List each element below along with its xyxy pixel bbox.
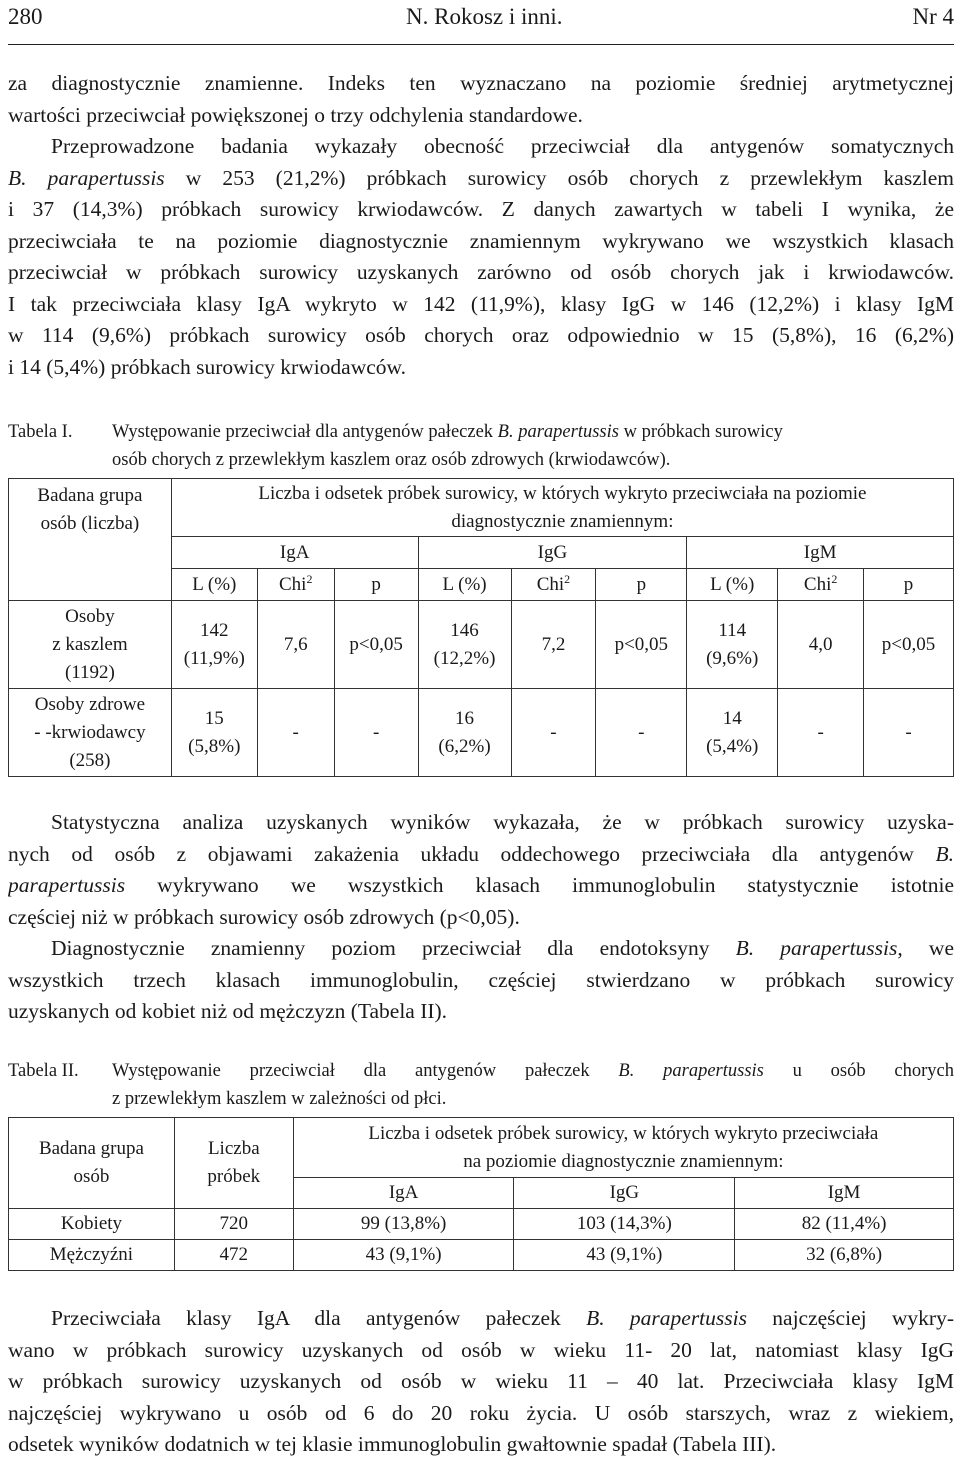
species-name: B. parapertussis xyxy=(618,1061,764,1081)
text-line: w próbkach surowicy uzyskanych od osób w wieku 11 – 40 lat. Przeciwciała klasy IgM xyxy=(8,1369,954,1393)
cell-igm: 82 (11,4%) xyxy=(735,1209,954,1240)
cell-igg: 103 (14,3%) xyxy=(514,1209,735,1240)
header-text: Liczba xyxy=(207,1138,260,1159)
cell-text: (1192) xyxy=(64,661,115,683)
cell-text: (6,2%) xyxy=(438,735,491,757)
cell-igg-chi: - xyxy=(511,689,596,777)
header-text: Badana grupa xyxy=(37,485,143,506)
table-row xyxy=(9,1240,954,1271)
cell-text: 15 xyxy=(204,707,224,729)
header-class: IgM xyxy=(687,537,954,569)
cell-text: 142 xyxy=(200,619,229,641)
caption-line xyxy=(112,418,954,446)
row-group: Mężczyźni xyxy=(9,1240,175,1271)
header-text: diagnostycznie znamiennym: xyxy=(451,510,674,532)
cell-igm-p: - xyxy=(864,689,954,777)
cell-text: 16 xyxy=(455,707,475,729)
caption-line xyxy=(112,1057,954,1085)
header-group xyxy=(9,1118,175,1209)
subheader-chi xyxy=(778,569,864,601)
table-label: Tabela II. xyxy=(8,1061,79,1081)
species-name: B. parapertussis xyxy=(497,422,619,442)
text-line xyxy=(8,839,954,871)
paragraph-continuation xyxy=(8,68,954,131)
text-line: za diagnostycznie znamienne. Indeks ten wyznaczano na poziomie średniej arytmetycznej xyxy=(8,71,954,95)
cell-text: Osoby zdrowe xyxy=(34,693,146,715)
table-2 xyxy=(8,1117,954,1271)
cell-iga: 99 (13,8%) xyxy=(293,1209,514,1240)
text-line: częściej niż w próbkach surowicy osób zdrowych (p<0,05). xyxy=(8,904,520,929)
text-line: przeciwciał w próbkach surowicy uzyskanych zarówno od osób chorych jak i krwiodawców. xyxy=(8,260,954,284)
caption-text xyxy=(112,1057,954,1113)
cell-iga-p: - xyxy=(334,689,418,777)
cell-iga-p: p<0,05 xyxy=(334,601,418,689)
subheader-l: L (%) xyxy=(418,569,511,601)
cell-igm-p: p<0,05 xyxy=(864,601,954,689)
subheader-chi xyxy=(257,569,334,601)
paragraph-analysis xyxy=(8,807,954,933)
cell-igg-chi: 7,2 xyxy=(511,601,596,689)
text-line: i 37 (14,3%) próbkach surowicy krwiodawców. Z danych zawartych w tabeli I wynika, że xyxy=(8,197,954,221)
cell-iga-l xyxy=(171,601,257,689)
header-class: IgM xyxy=(735,1178,954,1209)
superscript: 2 xyxy=(564,571,571,586)
species-name: B. parapertussis xyxy=(735,936,898,960)
cell-count: 720 xyxy=(174,1209,293,1240)
row-group xyxy=(9,689,172,777)
text-span: Występowanie przeciwciał dla antygenów pałeczek xyxy=(112,422,498,442)
header-class: IgG xyxy=(418,537,687,569)
table-1 xyxy=(8,478,954,777)
caption-line: osób chorych z przewlekłym kaszlem oraz osób zdrowych (krwiodawców). xyxy=(112,450,671,470)
text-span: Diagnostycznie znamienny poziom przeciwciał dla endotoksyny xyxy=(51,936,736,960)
cell-igm: 32 (6,8%) xyxy=(735,1240,954,1271)
header-text: Badana grupa xyxy=(38,1138,144,1159)
text-line: Statystyczna analiza uzyskanych wyników wykazała, że w próbkach surowicy uzyska- xyxy=(51,810,954,834)
text-span: w 253 (21,2%) próbkach surowicy osób chorych z przewlekłym kaszlem xyxy=(164,165,954,190)
header-text: na poziomie diagnostycznie znamiennym: xyxy=(463,1150,784,1172)
superscript: 2 xyxy=(306,571,313,586)
cell-text: (12,2%) xyxy=(433,647,496,669)
cell-igm-chi: - xyxy=(778,689,864,777)
header-text: próbek xyxy=(207,1166,261,1187)
text-line xyxy=(8,1303,954,1335)
paragraph-age xyxy=(8,1303,954,1461)
caption-text xyxy=(112,418,954,474)
text-line: wartości przeciwciał powiększonej o trzy odchylenia standardowe. xyxy=(8,102,583,127)
header-text: Liczba i odsetek próbek surowicy, w których wykryto przeciwciała xyxy=(368,1122,879,1144)
cell-text: (258) xyxy=(69,749,111,771)
subheader-p: p xyxy=(596,569,687,601)
cell-igg-p: p<0,05 xyxy=(596,601,687,689)
text-span: najczęściej wykry- xyxy=(746,1306,954,1330)
page-header xyxy=(8,0,954,45)
header-group xyxy=(9,479,172,601)
cell-igg-l xyxy=(418,601,511,689)
superscript: 2 xyxy=(831,571,838,586)
text-line: odsetek wyników dodatnich w tej klasie immunoglobulin gwałtownie spadał (Tabela III). xyxy=(8,1432,777,1456)
header-count xyxy=(174,1118,293,1209)
table-row xyxy=(9,601,954,689)
table-label: Tabela I. xyxy=(8,422,73,442)
subheader-l: L (%) xyxy=(171,569,257,601)
cell-iga: 43 (9,1%) xyxy=(293,1240,514,1271)
text-span: u osób chorych xyxy=(763,1061,954,1081)
cell-count: 472 xyxy=(174,1240,293,1271)
header-main xyxy=(293,1118,953,1178)
text-span: nych od osób z objawami zakażenia układu oddechowego przeciwciała dla antygenów xyxy=(8,841,936,866)
subheader-p: p xyxy=(334,569,418,601)
header-class: IgA xyxy=(171,537,418,569)
header-class: IgG xyxy=(514,1178,735,1209)
row-group: Kobiety xyxy=(9,1209,175,1240)
cell-text: 114 xyxy=(718,619,747,641)
header-text: Liczba i odsetek próbek surowicy, w których wykryto przeciwciała na poziomie xyxy=(258,482,867,504)
text-span: Przeciwciała klasy IgA dla antygenów pałeczek xyxy=(51,1306,587,1330)
table-row xyxy=(9,689,954,777)
cell-text: (11,9%) xyxy=(183,647,245,669)
cell-text: - -krwiodawcy xyxy=(34,721,146,743)
text-line: przeciwciała te na poziomie diagnostycznie znamiennym wykrywano we wszystkich klasach xyxy=(8,228,954,253)
cell-text: (5,4%) xyxy=(706,735,759,757)
text-line: wano w próbkach surowicy uzyskanych od osób w wieku 11- 20 lat, natomiast klasy IgG xyxy=(8,1337,954,1362)
text-line: w 114 (9,6%) próbkach surowicy osób chorych oraz odpowiednio w 15 (5,8%), 16 (6,2%) xyxy=(8,323,954,347)
cell-text: (9,6%) xyxy=(706,647,759,669)
species-name: parapertussis xyxy=(8,873,126,897)
cell-igg-l xyxy=(418,689,511,777)
cell-igg-p: - xyxy=(596,689,687,777)
cell-text: (5,8%) xyxy=(188,735,241,757)
species-name: B. parapertussis xyxy=(586,1306,747,1330)
subheader-chi xyxy=(511,569,596,601)
cell-iga-chi: - xyxy=(257,689,334,777)
cell-igm-l xyxy=(687,689,778,777)
text-line: I tak przeciwciała klasy IgA wykryto w 142 (11,9%), klasy IgG w 146 (12,2%) i klasy IgM xyxy=(8,291,954,316)
text-span: w próbkach surowicy xyxy=(618,422,783,442)
text-line xyxy=(8,870,954,902)
cell-text: z kaszlem xyxy=(52,633,128,655)
text-line: wszystkich trzech klasach immunoglobulin, częściej stwierdzano w próbkach surowicy xyxy=(8,967,954,992)
caption-line: z przewlekłym kaszlem w zależności od płci. xyxy=(112,1089,447,1109)
text-line: Przeprowadzone badania wykazały obecność przeciwciał dla antygenów somatycznych xyxy=(51,134,954,158)
cell-iga-chi: 7,6 xyxy=(257,601,334,689)
page-number: 280 xyxy=(8,4,43,29)
issue-number: Nr 4 xyxy=(912,4,954,29)
paragraph-results xyxy=(8,131,954,383)
row-group xyxy=(9,601,172,689)
subheader-p: p xyxy=(864,569,954,601)
cell-iga-l xyxy=(171,689,257,777)
cell-text: 146 xyxy=(450,619,479,641)
species-name: B. parapertussis xyxy=(8,165,165,190)
subheader-l: L (%) xyxy=(687,569,778,601)
header-class: IgA xyxy=(293,1178,514,1209)
cell-igm-chi: 4,0 xyxy=(778,601,864,689)
text-line: najczęściej wykrywano u osób od 6 do 20 roku życia. U osób starszych, wraz z wiekiem, xyxy=(8,1400,954,1425)
text-line: i 14 (5,4%) próbkach surowicy krwiodawców. xyxy=(8,354,407,379)
text-span: Występowanie przeciwciał dla antygenów pałeczek xyxy=(112,1061,619,1081)
cell-igm-l xyxy=(687,601,778,689)
text-line xyxy=(8,163,954,195)
table-row xyxy=(9,1209,954,1240)
running-authors: N. Rokosz i inni. xyxy=(406,4,563,29)
cell-text: Osoby xyxy=(65,605,115,627)
cell-text: 14 xyxy=(722,707,742,729)
text-span: Chi xyxy=(536,573,565,595)
header-text: osób xyxy=(73,1166,110,1187)
text-span: Chi xyxy=(803,573,832,595)
text-span: Chi xyxy=(278,573,307,595)
text-line: uzyskanych od kobiet niż od mężczyzn (Tabela II). xyxy=(8,999,448,1023)
paragraph-endotoxin xyxy=(8,933,954,1028)
header-main xyxy=(171,479,953,537)
species-name: B. xyxy=(935,841,954,866)
text-line xyxy=(8,933,954,965)
text-span: , we xyxy=(897,936,954,960)
header-text: osób (liczba) xyxy=(40,513,140,534)
cell-igg: 43 (9,1%) xyxy=(514,1240,735,1271)
text-span: wykrywano we wszystkich klasach immunoglobulin statystycznie istotnie xyxy=(125,873,954,897)
